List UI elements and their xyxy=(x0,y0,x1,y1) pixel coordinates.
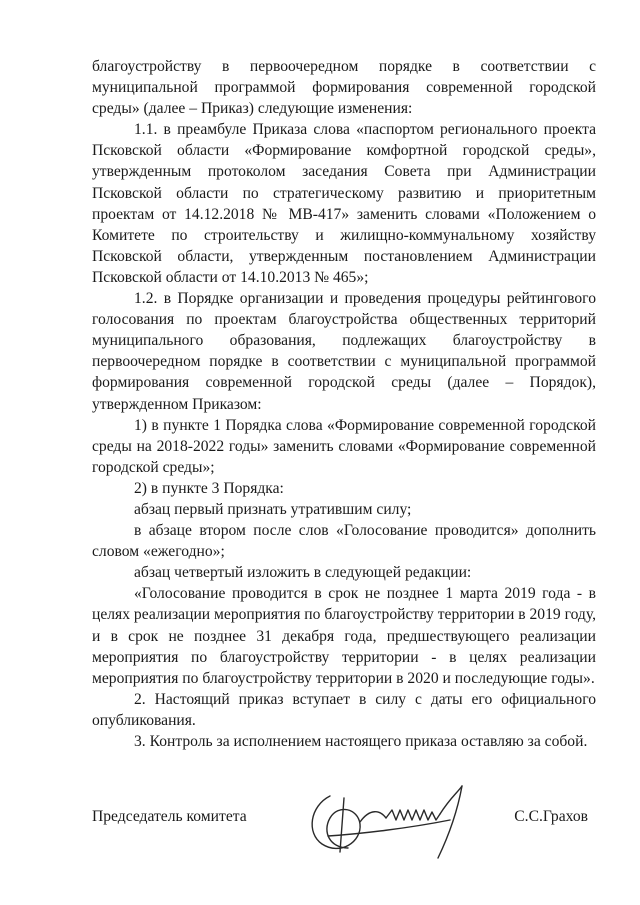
paragraph-abzac-1: абзац первый признать утратившим силу; xyxy=(134,500,412,518)
paragraph-abzac-2: в абзаце втором после слов «Голосование проводится» дополнить словом «ежегодно»; xyxy=(92,522,596,561)
paragraph-intro: благоустройству в первоочередном порядке в соответствии с муниципальной программой формирования современной городской среды» (далее – Приказ) следующие изменения: xyxy=(92,58,596,118)
paragraph-2: 2. Настоящий приказ вступает в силу с даты его официального опубликования. xyxy=(92,690,596,729)
signer-name: С.С.Грахов xyxy=(514,808,588,825)
signature-block xyxy=(92,808,596,834)
paragraph-item-2: 2) в пункте 3 Порядка: xyxy=(134,479,284,497)
paragraph-abzac-4: абзац четвертый изложить в следующей редакции: xyxy=(134,564,472,582)
paragraph-item-1: 1) в пункте 1 Порядка слова «Формирование современной городской среды на 2018-2022 годы» заменить словами «Формирование современной городской среды»; xyxy=(92,416,596,476)
document-body xyxy=(92,56,596,752)
paragraph-quote: «Голосование проводится в срок не позднее 1 марта 2019 года - в целях реализации мероприятия по благоустройству территории в 2019 году, и в срок не позднее 31 декабря года, предшествующего реализации мероприятия по благоустройству территории - в целях реализации мероприятия по благоустройству территории в 2020 и последующие годы». xyxy=(92,585,596,687)
paragraph-1-1: 1.1. в преамбуле Приказа слова «паспортом регионального проекта Псковской области «Формирование комфортной городской среды», утвержденным протоколом заседания Совета при Администрации Псковской области по стратегическому развитию и приоритетным проектам от 14.12.2018 № МВ-417» заменить словами «Положением о Комитете по строительству и жилищно-коммунальному хозяйству Псковской области, утвержденным постановлением Администрации Псковской области от 14.10.2013 № 465»; xyxy=(92,121,596,286)
paragraph-1-2: 1.2. в Порядке организации и проведения процедуры рейтингового голосования по проектам благоустройства общественных территорий муниципального образования, подлежащих благоустройству в первоочередном порядке в соответствии с муниципальной программой формирования современной городской среды (далее – Порядок), утвержденном Приказом: xyxy=(92,290,596,413)
paragraph-3: 3. Контроль за исполнением настоящего приказа оставляю за собой. xyxy=(134,733,588,750)
signer-title: Председатель комитета xyxy=(92,808,247,825)
